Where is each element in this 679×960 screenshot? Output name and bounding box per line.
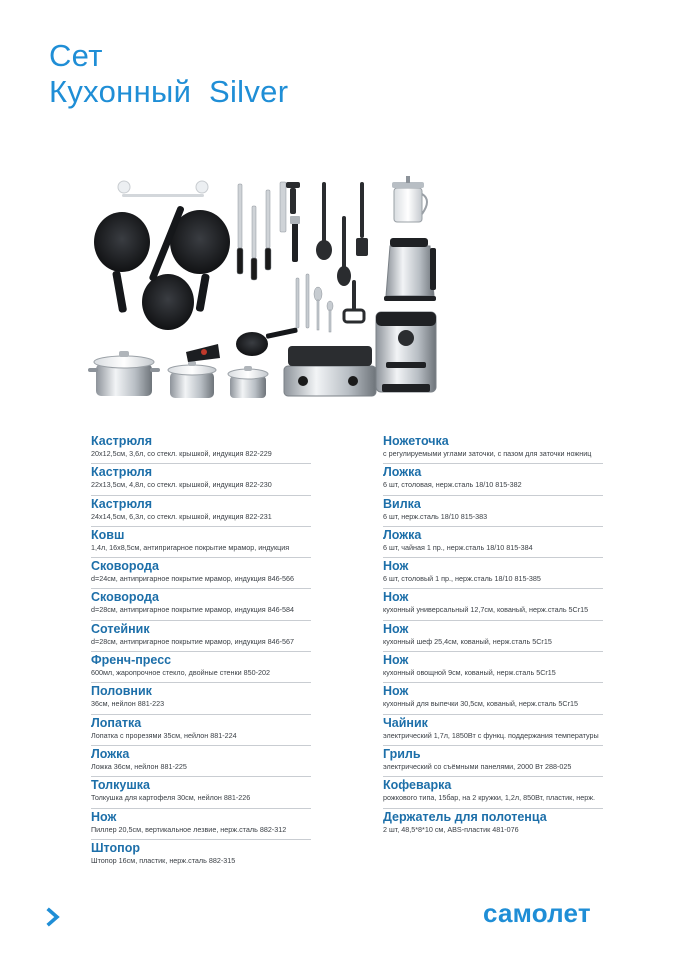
list-item (91, 777, 311, 808)
item-title: Кофеварка (383, 778, 452, 793)
list-item (383, 558, 603, 589)
pot-icon (228, 366, 268, 398)
item-description: 22х13,5см, 4,8л, со стекл. крышкой, индукция 822-230 (91, 480, 272, 490)
pot-icon (168, 361, 216, 398)
item-description: 24х14,5см, 6,3л, со стекл. крышкой, индукция 822-231 (91, 511, 272, 521)
potato-masher-icon (344, 280, 364, 322)
item-title: Сковорода (91, 590, 159, 605)
kitchen-set-illustration (86, 176, 446, 404)
knife-icon (237, 182, 286, 280)
item-description: 2 шт, 48,5*8*10 см, ABS-пластик 481-076 (383, 824, 519, 834)
item-title: Гриль (383, 746, 421, 761)
list-item (383, 809, 603, 840)
list-item (383, 746, 603, 777)
knife-sharpener-icon (186, 344, 220, 362)
item-title: Вилка (383, 496, 421, 511)
frying-pan-icon (94, 212, 150, 313)
item-title: Сковорода (91, 559, 159, 574)
item-description: Ложка 36см, нейлон 881-225 (91, 761, 187, 771)
kettle-icon (384, 238, 436, 301)
list-item (91, 496, 311, 527)
coffee-maker-icon (376, 312, 436, 392)
item-title: Нож (383, 621, 409, 636)
item-title: Половник (91, 684, 152, 699)
right-items-list (383, 433, 603, 840)
item-title: Сотейник (91, 621, 150, 636)
item-description: кухонный универсальный 12,7см, кованый, нерж.сталь 5Cr15 (383, 605, 589, 615)
item-description: электрический со съёмными панелями, 2000 Вт 288-025 (383, 761, 572, 771)
list-item (383, 496, 603, 527)
list-item (91, 652, 311, 683)
grill-icon (284, 346, 376, 396)
item-description: кухонный шеф 25,4см, кованый, нерж.сталь 5Cr15 (383, 636, 552, 646)
item-title: Нож (91, 809, 117, 824)
item-title: Штопор (91, 840, 140, 855)
item-description: с регулируемыми углами заточки, с пазом для заточки ножниц (383, 449, 592, 458)
item-description: d=24см, антипригарное покрытие мрамор, индукция 846-566 (91, 574, 294, 584)
item-description: 1,4л, 16х8,5см, антипригарное покрытие мрамор, индукция (91, 542, 290, 552)
item-description: 6 шт, нерж.сталь 18/10 815-383 (383, 511, 488, 521)
item-description: 600мл, жаропрочное стекло, двойные стенки 850-202 (91, 668, 271, 678)
item-description: Лопатка с прорезями 35см, нейлон 881-224 (91, 730, 237, 740)
list-item (383, 652, 603, 683)
item-title: Толкушка (91, 778, 150, 793)
list-item (91, 840, 311, 871)
item-description: Толкушка для картофеля 30см, нейлон 881-226 (91, 793, 251, 803)
item-title: Кастрюля (91, 465, 153, 480)
list-item (91, 527, 311, 558)
list-item (91, 683, 311, 714)
item-description: d=28см, антипригарное покрытие мрамор, индукция 846-567 (91, 636, 294, 646)
brand-logo: самолет (483, 898, 591, 928)
item-description: 6 шт, столовый 1 пр., нерж.сталь 18/10 815-385 (383, 574, 541, 584)
list-item (91, 589, 311, 620)
list-item (91, 809, 311, 840)
item-title: Ножеточка (383, 434, 449, 448)
french-press-icon (392, 176, 427, 222)
title-line-2: Кухонный Silver (49, 74, 289, 109)
title-line-1: Сет (49, 38, 103, 73)
list-item (383, 589, 603, 620)
item-title: Ложка (91, 746, 130, 761)
list-item (383, 683, 603, 714)
list-item (383, 621, 603, 652)
page-title (49, 38, 288, 110)
item-title: Держатель для полотенца (383, 809, 547, 824)
item-description: Штопор 16см, пластик, нерж.сталь 882-315 (91, 855, 236, 865)
list-item (91, 464, 311, 495)
list-item (91, 433, 311, 464)
list-item (383, 527, 603, 558)
item-title: Нож (383, 559, 409, 574)
item-title: Нож (383, 684, 409, 699)
item-description: 36см, нейлон 881-223 (91, 699, 165, 709)
item-description: Пиллер 20,5см, вертикальное лезвие, нерж.сталь 882-312 (91, 824, 287, 834)
item-title: Нож (383, 653, 409, 668)
item-title: Френч-пресс (91, 653, 172, 668)
list-item (91, 621, 311, 652)
list-item (91, 715, 311, 746)
item-description: d=28см, антипригарное покрытие мрамор, индукция 846-584 (91, 605, 294, 615)
item-description: рожкового типа, 15бар, на 2 кружки, 1,2л, 850Вт, пластик, нерж. (383, 793, 596, 803)
list-item (383, 464, 603, 495)
item-description: 6 шт, столовая, нерж.сталь 18/10 815-382 (383, 480, 522, 490)
item-title: Лопатка (91, 715, 142, 730)
list-item (383, 433, 603, 464)
item-title: Кастрюля (91, 434, 153, 448)
list-item (383, 715, 603, 746)
spoon-icon (337, 216, 351, 286)
item-title: Кастрюля (91, 496, 153, 511)
towel-holder-icon (118, 181, 208, 197)
item-description: 20х12,5см, 3,6л, со стекл. крышкой, индукция 822-229 (91, 449, 272, 458)
list-item (383, 777, 603, 808)
item-title: Нож (383, 590, 409, 605)
cutlery-icon (296, 274, 333, 332)
item-title: Ложка (383, 527, 422, 542)
item-description: 6 шт, чайная 1 пр., нерж.сталь 18/10 815-384 (383, 542, 533, 552)
item-description: кухонный для выпечки 30,5см, кованый, нерж.сталь 5Cr15 (383, 699, 578, 709)
list-item (91, 558, 311, 589)
item-title: Ложка (383, 465, 422, 480)
chevron-right-icon (46, 907, 62, 927)
item-title: Ковш (91, 527, 125, 542)
item-title: Чайник (383, 715, 428, 730)
list-item (91, 746, 311, 777)
peeler-icon (290, 216, 300, 262)
ladle-icon (316, 182, 332, 260)
corkscrew-icon (286, 182, 300, 214)
slotted-turner-icon (356, 182, 368, 256)
pot-icon (88, 351, 160, 396)
left-items-list (91, 433, 311, 871)
item-description: электрический 1,7л, 1850Вт с функц. поддержания температуры (383, 730, 599, 740)
item-description: кухонный овощной 9см, кованый, нерж.сталь 5Cr15 (383, 668, 556, 678)
